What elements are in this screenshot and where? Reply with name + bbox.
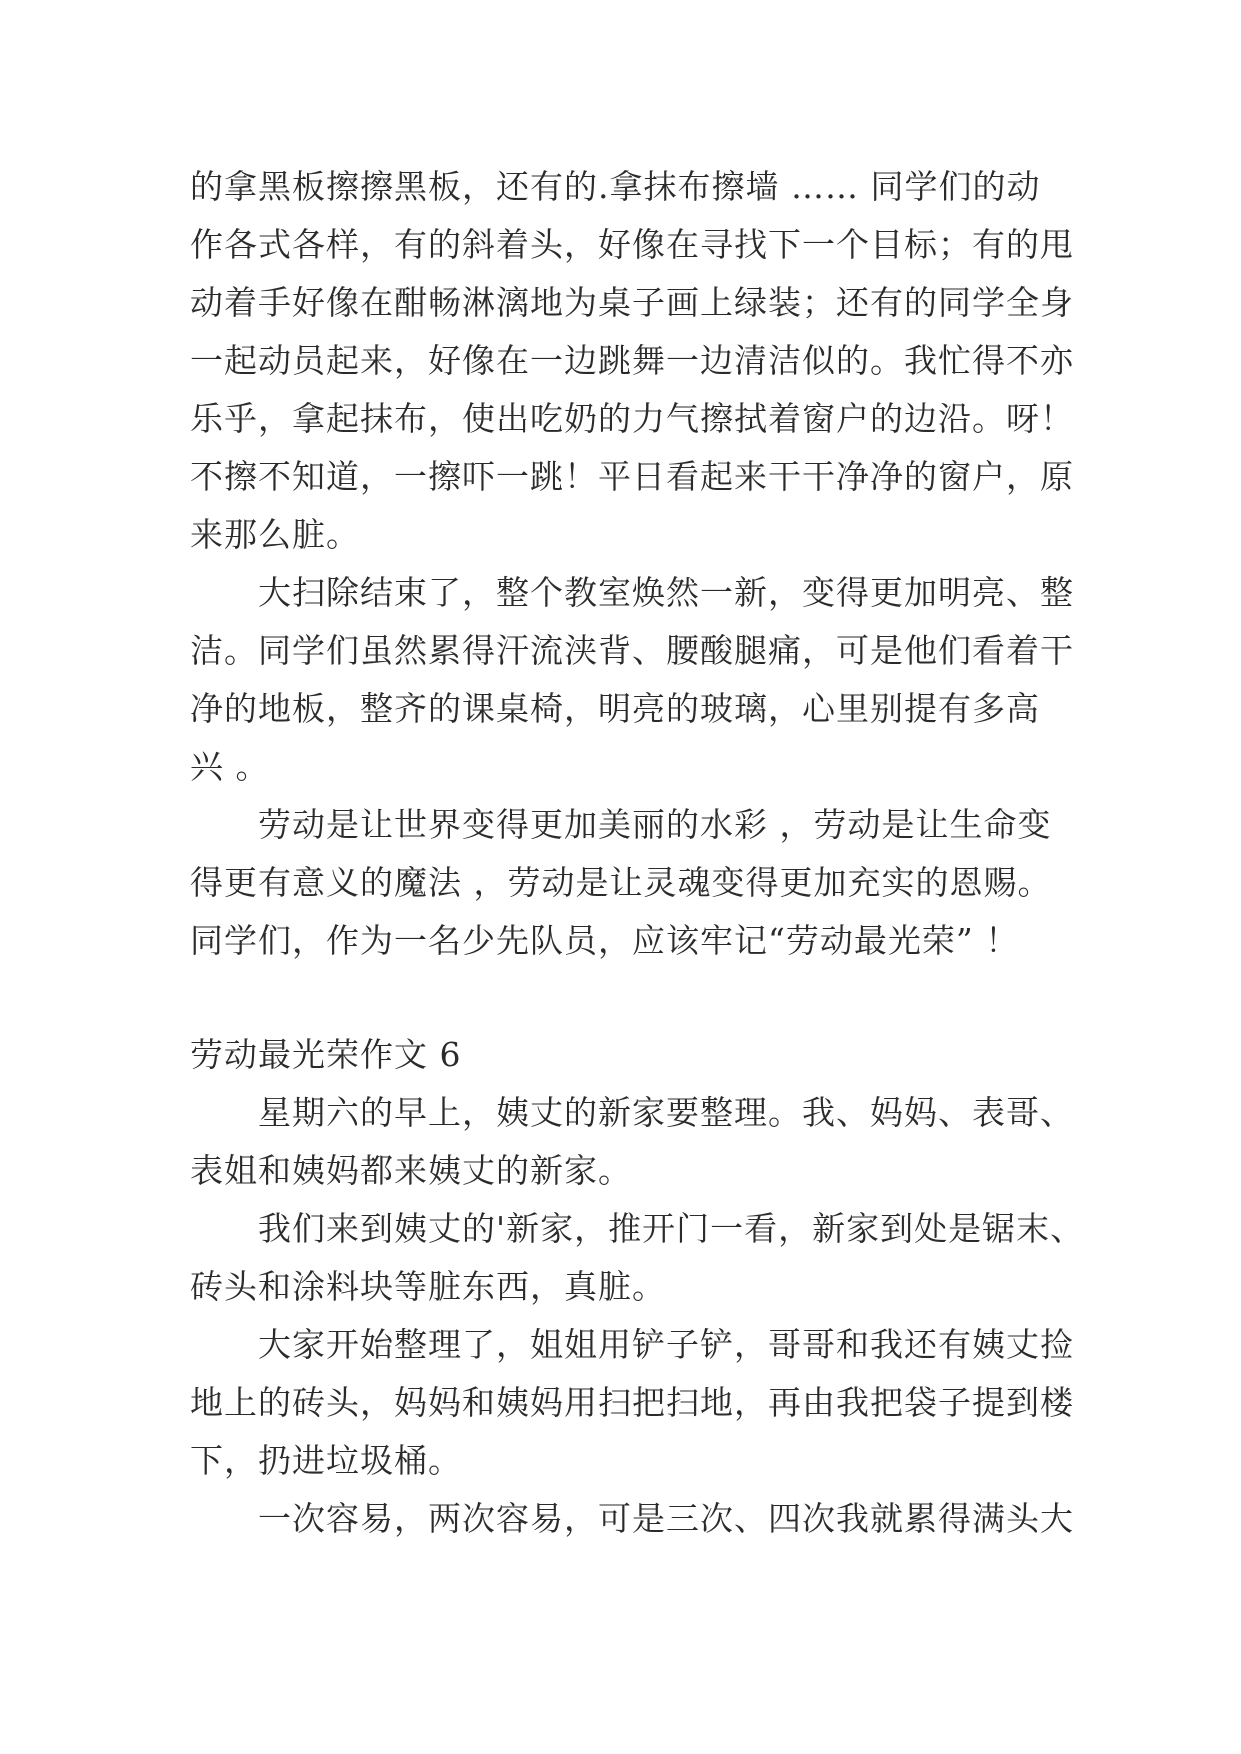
text-line: 一次容易，两次容易，可是三次、四次我就累得满头大 bbox=[258, 1499, 1074, 1538]
text-line: 下，扔进垃圾桶。 bbox=[190, 1441, 462, 1480]
text-line: 净的地板，整齐的课桌椅，明亮的玻璃，心里别提有多高 bbox=[190, 689, 1040, 728]
paragraph-continuation bbox=[190, 158, 1074, 564]
text-line: 星期六的早上，姨丈的新家要整理。我、妈妈、表哥、 bbox=[258, 1093, 1074, 1132]
text-line: 来那么脏。 bbox=[190, 515, 360, 554]
essay-title: 劳动最光荣作文 6 bbox=[190, 1035, 462, 1074]
text-line: 动着手好像在酣畅淋漓地为桌子画上绿装；还有的同学全身 bbox=[190, 283, 1074, 322]
text-line: 作各式各样，有的斜着头，好像在寻找下一个目标；有的甩 bbox=[190, 225, 1074, 264]
paragraph bbox=[190, 796, 1070, 970]
text-line: 得更有意义的魔法 ，劳动是让灵魂变得更加充实的恩赐。 bbox=[190, 863, 1052, 902]
text-line: 劳动是让世界变得更加美丽的水彩 ，劳动是让生命变 bbox=[258, 805, 1052, 844]
text-line: 的拿黑板擦擦黑板，还有的.拿抹布擦墙 …… 同学们的动 bbox=[190, 167, 1041, 206]
text-line: 表姐和姨妈都来姨丈的新家。 bbox=[190, 1151, 632, 1190]
text-line: 不擦不知道，一擦吓一跳！平日看起来干干净净的窗户，原 bbox=[190, 457, 1074, 496]
paragraph bbox=[190, 564, 1074, 796]
section-gap bbox=[190, 970, 1070, 1026]
text-line: 大家开始整理了，姐姐用铲子铲，哥哥和我还有姨丈捡 bbox=[258, 1325, 1074, 1364]
paragraph bbox=[190, 1490, 1074, 1548]
text-line: 大扫除结束了，整个教室焕然一新，变得更加明亮、整 bbox=[258, 573, 1074, 612]
text-line: 我们来到姨丈的'新家，推开门一看，新家到处是锯末、 bbox=[258, 1209, 1085, 1248]
text-line: 一起动员起来，好像在一边跳舞一边清洁似的。我忙得不亦 bbox=[190, 341, 1074, 380]
paragraph bbox=[190, 1084, 1074, 1200]
document-body bbox=[190, 158, 1085, 1548]
text-line: 地上的砖头，妈妈和姨妈用扫把扫地，再由我把袋子提到楼 bbox=[190, 1383, 1074, 1422]
text-line: 洁。同学们虽然累得汗流浃背、腰酸腿痛，可是他们看着干 bbox=[190, 631, 1074, 670]
paragraph bbox=[190, 1200, 1085, 1316]
text-line: 砖头和涂料块等脏东西，真脏。 bbox=[190, 1267, 666, 1306]
text-line: 兴 。 bbox=[190, 747, 270, 786]
text-line: 乐乎，拿起抹布，使出吃奶的力气擦拭着窗户的边沿。呀！ bbox=[190, 399, 1074, 438]
paragraph bbox=[190, 1316, 1074, 1490]
text-line: 同学们，作为一名少先队员，应该牢记“劳动最光荣” ！ bbox=[190, 921, 1020, 960]
